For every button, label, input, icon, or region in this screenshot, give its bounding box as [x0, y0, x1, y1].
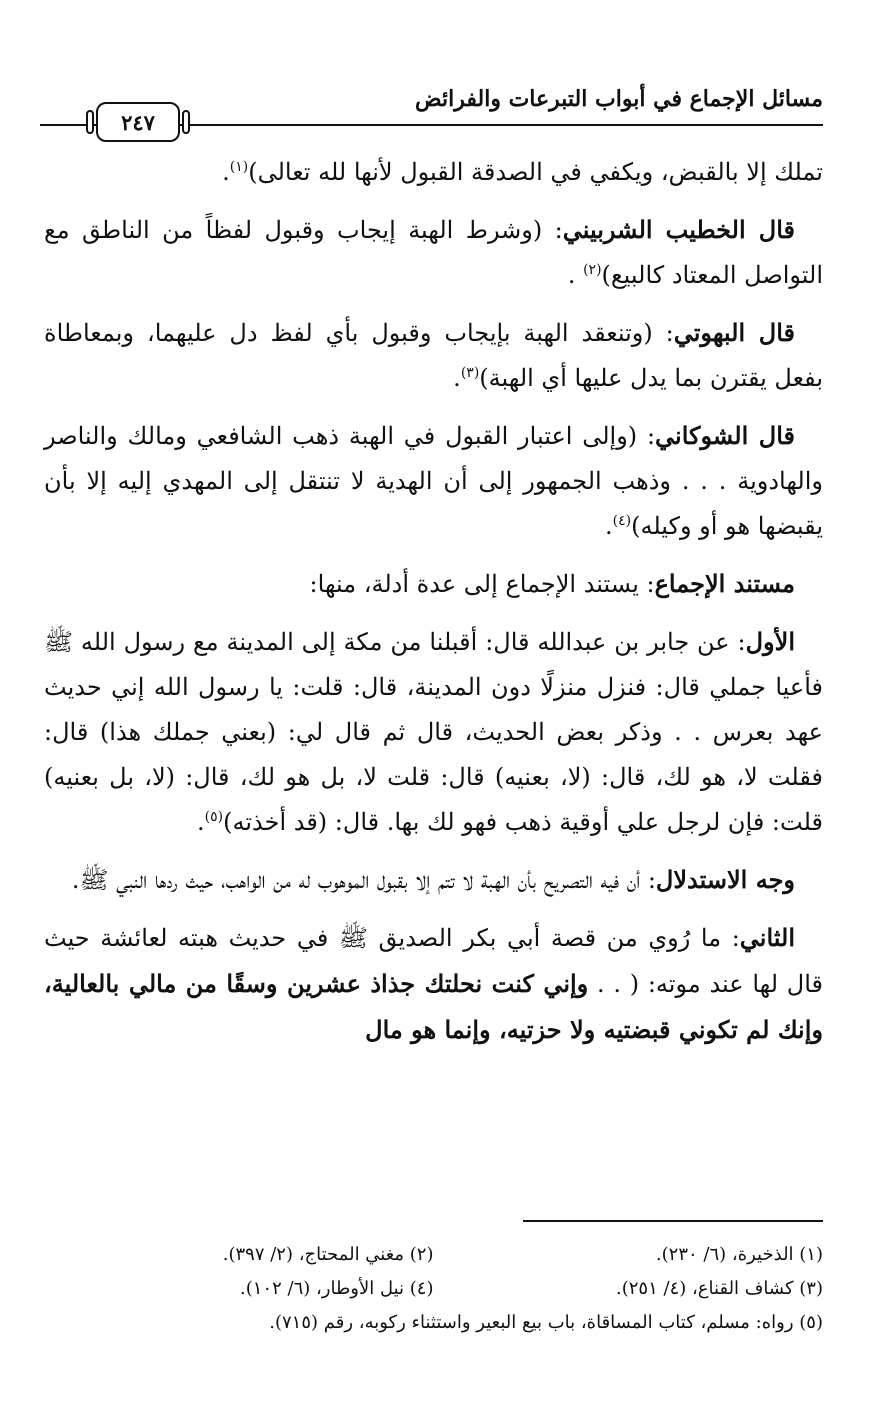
- paragraph-4-text: : (وإلى اعتبار القبول في الهبة ذهب الشافعي ومالك والناصر والهادوية . . . وذهب الجمهور إلى أن الهدية لا تنتقل إلى المهدي إليه إلا بأن يقبضها هو أو وكيله): [44, 422, 824, 540]
- paragraph-4-lead: قال الشوكاني: [655, 421, 795, 450]
- paragraph-3-end: .: [453, 364, 461, 392]
- page-number: ٢٤٧: [96, 102, 180, 142]
- paragraph-5-lead: مستند الإجماع: [654, 569, 795, 598]
- paragraph-7: [44, 857, 823, 903]
- paragraph-3-lead: قال البهوتي: [673, 318, 796, 347]
- paragraph-6-end: .: [196, 808, 205, 836]
- paragraph-1-end: .: [222, 158, 230, 186]
- footnote-1: (١) الذخيرة، (٦/ ٢٣٠).: [655, 1244, 823, 1265]
- paragraph-8: [44, 915, 823, 1053]
- paragraph-3-text: : (وتنعقد الهبة بإيجاب وقبول بأي لفظ دل عليهما، وبمعاطاة بفعل يقترن بما يدل عليها أي الهبة): [44, 319, 823, 392]
- paragraph-8-lead: الثاني: [739, 923, 795, 952]
- paragraph-4: [44, 413, 823, 549]
- paragraph-6-text: : عن جابر بن عبدالله قال: أقبلنا من مكة إلى المدينة مع رسول الله ﷺ فأعيا جملي قال: فنزل منزلًا دون المدينة، قال: قلت: يا رسول الله إني حديث عهد بعرس . . وذكر بعض الحديث، قال ثم قال لي: (بعني جملك هذا) قال: فقلت لا، هو لك، قال: (لا، بعنيه) قال: قلت لا، بل هو لك، قال: (لا، بل بعنيه) قلت: فإن لرجل علي أوقية ذهب فهو لك بها. قال: (قد أخذته): [44, 628, 823, 836]
- paragraph-2-lead: قال الخطيب الشربيني: [562, 215, 796, 244]
- footnote-ref-3: (٣): [460, 365, 480, 381]
- paragraph-2: [44, 207, 823, 298]
- paragraph-5-text: : يستند الإجماع إلى عدة أدلة، منها:: [309, 570, 655, 598]
- footnote-ref-5: (٥): [204, 809, 224, 825]
- paragraph-6: [44, 619, 823, 845]
- footnote-ref-4: (٤): [612, 513, 632, 529]
- paragraph-1-text: تملك إلا بالقبض، ويكفي في الصدقة القبول لأنها لله تعالى): [248, 158, 823, 186]
- paragraph-2-end: .: [567, 261, 584, 289]
- paragraph-4-end: .: [605, 512, 613, 540]
- footnote-rule: [523, 1220, 823, 1222]
- paragraph-5: [44, 561, 823, 607]
- paragraph-7-text: : أن فيه التصريح بأن الهبة لا تتم إلا بقبول الموهوب له من الواهب، حيث ردها النبي ﷺ.: [71, 866, 656, 894]
- footnote-3: (٣) كشاف القناع، (٤/ ٢٥١).: [616, 1278, 823, 1299]
- paragraph-2-text: : (وشرط الهبة إيجاب وقبول لفظاً من الناطق مع التواصل المعتاد كالبيع): [44, 216, 823, 289]
- footnote-row-2: [44, 1272, 823, 1306]
- paragraph-6-lead: الأول: [745, 627, 795, 656]
- footnote-ref-2: (٢): [583, 262, 602, 278]
- paragraph-7-lead: وجه الاستدلال: [655, 865, 795, 894]
- paragraph-8-emphasis: وإني كنت نحلتك جذاذ عشرين وسقًا من مالي بالعالية، وإنك لم تكوني قبضتيه ولا حزتيه، وإنما هو مال: [44, 969, 823, 1044]
- footnote-5: (٥) رواه: مسلم، كتاب المساقاة، باب بيع البعير واستثناء ركوبه، رقم (٧١٥).: [269, 1312, 823, 1333]
- footnotes: [44, 1238, 823, 1340]
- body-text: [44, 150, 823, 1065]
- paragraph-8-text: : ما رُوي من قصة أبي بكر الصديق ﷺ في حديث هبته لعائشة حيث قال لها عند موته: ( . .: [44, 924, 823, 998]
- footnote-row-1: [44, 1238, 823, 1272]
- paragraph-1: [44, 150, 823, 195]
- running-title: مسائل الإجماع في أبواب التبرعات والفرائض: [415, 86, 823, 112]
- footnote-ref-1: (١): [229, 159, 249, 175]
- footnote-2: (٢) مغني المحتاج، (٢/ ٣٩٧).: [222, 1244, 434, 1265]
- footnote-4: (٤) نيل الأوطار، (٦/ ١٠٢).: [240, 1278, 434, 1299]
- paragraph-3: [44, 310, 823, 401]
